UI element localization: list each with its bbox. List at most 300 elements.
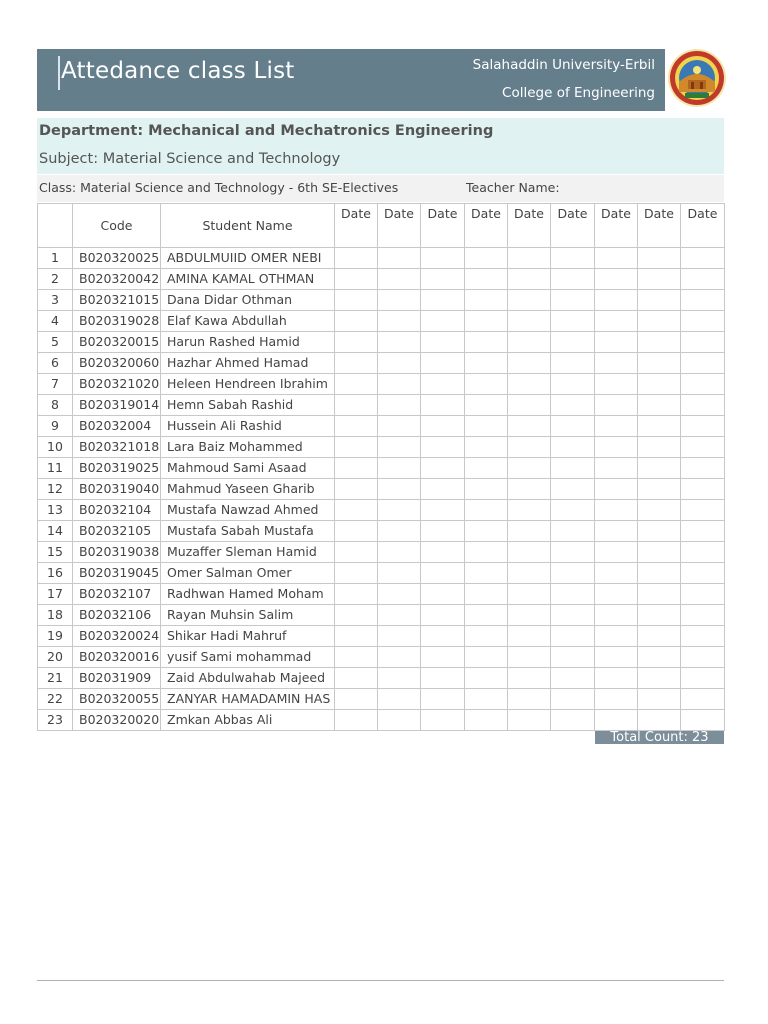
attendance-cell[interactable] xyxy=(335,332,378,353)
attendance-cell[interactable] xyxy=(595,353,638,374)
attendance-cell[interactable] xyxy=(551,311,595,332)
attendance-cell[interactable] xyxy=(595,521,638,542)
attendance-cell[interactable] xyxy=(508,479,551,500)
table-row xyxy=(38,416,725,437)
attendance-cell[interactable] xyxy=(595,689,638,710)
attendance-cell[interactable] xyxy=(421,437,465,458)
attendance-cell[interactable] xyxy=(335,542,378,563)
row-number: 17 xyxy=(38,584,73,605)
table-row xyxy=(38,290,725,311)
attendance-cell[interactable] xyxy=(335,269,378,290)
attendance-cell[interactable] xyxy=(335,416,378,437)
attendance-cell[interactable] xyxy=(638,542,681,563)
attendance-cell[interactable] xyxy=(638,248,681,269)
attendance-cell[interactable] xyxy=(595,416,638,437)
column-header-code: Code xyxy=(73,204,161,248)
table-row xyxy=(38,626,725,647)
attendance-cell[interactable] xyxy=(551,500,595,521)
attendance-cell[interactable] xyxy=(335,437,378,458)
attendance-cell[interactable] xyxy=(335,353,378,374)
attendance-cell[interactable] xyxy=(335,584,378,605)
attendance-cell[interactable] xyxy=(595,626,638,647)
attendance-cell[interactable] xyxy=(378,395,421,416)
attendance-cell[interactable] xyxy=(638,290,681,311)
footer-divider xyxy=(37,980,724,981)
column-header-date: Date xyxy=(551,204,595,248)
attendance-cell[interactable] xyxy=(335,479,378,500)
subject-label: Subject: Material Science and Technology xyxy=(39,151,341,167)
attendance-cell[interactable] xyxy=(595,332,638,353)
table-row xyxy=(38,248,725,269)
attendance-cell[interactable] xyxy=(335,395,378,416)
column-header-student-name: Student Name xyxy=(161,204,335,248)
attendance-cell[interactable] xyxy=(595,710,638,731)
attendance-cell[interactable] xyxy=(335,668,378,689)
table-row xyxy=(38,563,725,584)
column-header-date: Date xyxy=(335,204,378,248)
attendance-cell[interactable] xyxy=(681,584,725,605)
attendance-cell[interactable] xyxy=(508,269,551,290)
student-name: Elaf Kawa Abdullah xyxy=(161,311,335,332)
attendance-cell[interactable] xyxy=(465,290,508,311)
attendance-cell[interactable] xyxy=(681,437,725,458)
attendance-cell[interactable] xyxy=(335,689,378,710)
attendance-cell[interactable] xyxy=(508,416,551,437)
attendance-cell[interactable] xyxy=(638,584,681,605)
student-code: B02031909 xyxy=(73,668,161,689)
attendance-cell[interactable] xyxy=(508,710,551,731)
attendance-cell[interactable] xyxy=(421,668,465,689)
row-number: 8 xyxy=(38,395,73,416)
attendance-cell[interactable] xyxy=(595,395,638,416)
attendance-cell[interactable] xyxy=(421,248,465,269)
column-header-date: Date xyxy=(638,204,681,248)
attendance-cell[interactable] xyxy=(681,374,725,395)
attendance-cell[interactable] xyxy=(551,626,595,647)
student-code: B020319040 xyxy=(73,479,161,500)
table-row xyxy=(38,269,725,290)
attendance-cell[interactable] xyxy=(595,668,638,689)
attendance-cell[interactable] xyxy=(335,710,378,731)
attendance-cell[interactable] xyxy=(421,521,465,542)
row-number: 9 xyxy=(38,416,73,437)
total-count-badge: Total Count: 23 xyxy=(595,731,724,744)
attendance-cell[interactable] xyxy=(378,647,421,668)
attendance-cell[interactable] xyxy=(508,689,551,710)
attendance-cell[interactable] xyxy=(378,479,421,500)
student-name: Zmkan Abbas Ali xyxy=(161,710,335,731)
column-header-num xyxy=(38,204,73,248)
attendance-cell[interactable] xyxy=(335,605,378,626)
attendance-cell[interactable] xyxy=(378,626,421,647)
attendance-cell[interactable] xyxy=(681,668,725,689)
attendance-cell[interactable] xyxy=(421,710,465,731)
attendance-cell[interactable] xyxy=(638,437,681,458)
student-code: B020319014 xyxy=(73,395,161,416)
attendance-cell[interactable] xyxy=(465,332,508,353)
attendance-cell[interactable] xyxy=(378,437,421,458)
table-row xyxy=(38,668,725,689)
attendance-cell[interactable] xyxy=(465,248,508,269)
attendance-cell[interactable] xyxy=(378,500,421,521)
attendance-cell[interactable] xyxy=(421,689,465,710)
attendance-cell[interactable] xyxy=(508,437,551,458)
attendance-cell[interactable] xyxy=(638,269,681,290)
student-name: Mustafa Sabah Mustafa xyxy=(161,521,335,542)
attendance-cell[interactable] xyxy=(378,710,421,731)
row-number: 12 xyxy=(38,479,73,500)
row-number: 20 xyxy=(38,647,73,668)
student-name: Harun Rashed Hamid xyxy=(161,332,335,353)
row-number: 10 xyxy=(38,437,73,458)
student-code: B020320020 xyxy=(73,710,161,731)
attendance-cell[interactable] xyxy=(335,626,378,647)
attendance-cell[interactable] xyxy=(335,248,378,269)
row-number: 2 xyxy=(38,269,73,290)
attendance-cell[interactable] xyxy=(551,332,595,353)
row-number: 14 xyxy=(38,521,73,542)
row-number: 11 xyxy=(38,458,73,479)
department-label: Department: Mechanical and Mechatronics Engineering xyxy=(39,123,494,139)
attendance-cell[interactable] xyxy=(595,479,638,500)
attendance-cell[interactable] xyxy=(638,458,681,479)
attendance-cell[interactable] xyxy=(551,563,595,584)
college-name: College of Engineering xyxy=(502,85,655,101)
attendance-cell[interactable] xyxy=(508,626,551,647)
attendance-cell[interactable] xyxy=(421,290,465,311)
row-number: 4 xyxy=(38,311,73,332)
university-name: Salahaddin University-Erbil xyxy=(472,57,655,73)
attendance-cell[interactable] xyxy=(421,353,465,374)
row-number: 21 xyxy=(38,668,73,689)
attendance-cell[interactable] xyxy=(421,311,465,332)
row-number: 6 xyxy=(38,353,73,374)
column-header-date: Date xyxy=(465,204,508,248)
table-row xyxy=(38,395,725,416)
attendance-cell[interactable] xyxy=(421,542,465,563)
attendance-cell[interactable] xyxy=(335,500,378,521)
attendance-cell[interactable] xyxy=(465,668,508,689)
attendance-cell[interactable] xyxy=(378,563,421,584)
attendance-cell[interactable] xyxy=(508,584,551,605)
attendance-cell[interactable] xyxy=(465,689,508,710)
attendance-cell[interactable] xyxy=(508,458,551,479)
attendance-cell[interactable] xyxy=(508,353,551,374)
attendance-cell[interactable] xyxy=(421,605,465,626)
attendance-cell[interactable] xyxy=(595,584,638,605)
attendance-cell[interactable] xyxy=(681,248,725,269)
attendance-cell[interactable] xyxy=(465,647,508,668)
attendance-cell[interactable] xyxy=(508,500,551,521)
attendance-cell[interactable] xyxy=(551,668,595,689)
attendance-cell[interactable] xyxy=(638,668,681,689)
student-name: ABDULMUIID OMER NEBI xyxy=(161,248,335,269)
attendance-cell[interactable] xyxy=(551,416,595,437)
attendance-cell[interactable] xyxy=(551,542,595,563)
attendance-cell[interactable] xyxy=(638,479,681,500)
attendance-cell[interactable] xyxy=(378,689,421,710)
attendance-cell[interactable] xyxy=(465,269,508,290)
attendance-cell[interactable] xyxy=(681,311,725,332)
student-name: Muzaffer Sleman Hamid xyxy=(161,542,335,563)
student-code: B020319025 xyxy=(73,458,161,479)
attendance-cell[interactable] xyxy=(421,647,465,668)
row-number: 3 xyxy=(38,290,73,311)
attendance-cell[interactable] xyxy=(421,458,465,479)
student-name: Heleen Hendreen Ibrahim xyxy=(161,374,335,395)
attendance-cell[interactable] xyxy=(551,374,595,395)
attendance-cell[interactable] xyxy=(551,437,595,458)
student-code: B020319045 xyxy=(73,563,161,584)
attendance-cell[interactable] xyxy=(378,374,421,395)
attendance-cell[interactable] xyxy=(378,521,421,542)
student-code: B020319028 xyxy=(73,311,161,332)
attendance-cell[interactable] xyxy=(378,542,421,563)
row-number: 16 xyxy=(38,563,73,584)
attendance-cell[interactable] xyxy=(595,500,638,521)
table-row xyxy=(38,437,725,458)
student-name: yusif Sami mohammad xyxy=(161,647,335,668)
attendance-cell[interactable] xyxy=(595,269,638,290)
row-number: 1 xyxy=(38,248,73,269)
student-name: Hussein Ali Rashid xyxy=(161,416,335,437)
column-header-date: Date xyxy=(508,204,551,248)
attendance-cell[interactable] xyxy=(551,647,595,668)
attendance-cell[interactable] xyxy=(465,395,508,416)
attendance-cell[interactable] xyxy=(595,374,638,395)
attendance-cell[interactable] xyxy=(421,269,465,290)
table-row xyxy=(38,542,725,563)
attendance-cell[interactable] xyxy=(465,605,508,626)
student-code: B020321020 xyxy=(73,374,161,395)
attendance-cell[interactable] xyxy=(595,311,638,332)
attendance-cell[interactable] xyxy=(551,689,595,710)
attendance-cell[interactable] xyxy=(421,374,465,395)
attendance-cell[interactable] xyxy=(465,710,508,731)
attendance-cell[interactable] xyxy=(551,353,595,374)
attendance-cell[interactable] xyxy=(681,647,725,668)
row-number: 22 xyxy=(38,689,73,710)
attendance-cell[interactable] xyxy=(638,332,681,353)
attendance-cell[interactable] xyxy=(508,248,551,269)
attendance-cell[interactable] xyxy=(508,668,551,689)
attendance-cell[interactable] xyxy=(551,248,595,269)
teacher-name-label: Teacher Name: xyxy=(466,180,560,195)
student-code: B020320024 xyxy=(73,626,161,647)
attendance-cell[interactable] xyxy=(681,500,725,521)
attendance-cell[interactable] xyxy=(681,353,725,374)
student-code: B02032104 xyxy=(73,500,161,521)
student-name: Omer Salman Omer xyxy=(161,563,335,584)
attendance-cell[interactable] xyxy=(681,332,725,353)
attendance-cell[interactable] xyxy=(551,710,595,731)
attendance-cell[interactable] xyxy=(681,563,725,584)
table-row xyxy=(38,584,725,605)
attendance-cell[interactable] xyxy=(595,248,638,269)
student-name: Radhwan Hamed Moham xyxy=(161,584,335,605)
attendance-cell[interactable] xyxy=(638,416,681,437)
attendance-cell[interactable] xyxy=(551,269,595,290)
row-number: 18 xyxy=(38,605,73,626)
attendance-cell[interactable] xyxy=(378,416,421,437)
attendance-cell[interactable] xyxy=(335,521,378,542)
attendance-cell[interactable] xyxy=(335,290,378,311)
attendance-cell[interactable] xyxy=(595,437,638,458)
attendance-cell[interactable] xyxy=(508,647,551,668)
attendance-cell[interactable] xyxy=(638,374,681,395)
attendance-cell[interactable] xyxy=(465,458,508,479)
attendance-cell[interactable] xyxy=(595,605,638,626)
attendance-cell[interactable] xyxy=(465,500,508,521)
attendance-cell[interactable] xyxy=(378,269,421,290)
attendance-cell[interactable] xyxy=(421,626,465,647)
attendance-cell[interactable] xyxy=(378,332,421,353)
attendance-cell[interactable] xyxy=(551,479,595,500)
attendance-cell[interactable] xyxy=(465,626,508,647)
attendance-cell[interactable] xyxy=(595,542,638,563)
attendance-cell[interactable] xyxy=(595,290,638,311)
attendance-cell[interactable] xyxy=(638,689,681,710)
attendance-cell[interactable] xyxy=(551,584,595,605)
attendance-cell[interactable] xyxy=(465,437,508,458)
attendance-cell[interactable] xyxy=(681,689,725,710)
attendance-cell[interactable] xyxy=(465,584,508,605)
attendance-cell[interactable] xyxy=(638,647,681,668)
attendance-cell[interactable] xyxy=(465,416,508,437)
attendance-cell[interactable] xyxy=(378,458,421,479)
attendance-cell[interactable] xyxy=(638,395,681,416)
attendance-cell[interactable] xyxy=(681,605,725,626)
attendance-cell[interactable] xyxy=(681,479,725,500)
attendance-cell[interactable] xyxy=(551,521,595,542)
attendance-cell[interactable] xyxy=(465,353,508,374)
attendance-cell[interactable] xyxy=(335,311,378,332)
row-number: 15 xyxy=(38,542,73,563)
attendance-cell[interactable] xyxy=(638,500,681,521)
attendance-cell[interactable] xyxy=(638,626,681,647)
attendance-cell[interactable] xyxy=(638,710,681,731)
attendance-cell[interactable] xyxy=(638,521,681,542)
attendance-cell[interactable] xyxy=(681,542,725,563)
column-header-date: Date xyxy=(378,204,421,248)
attendance-cell[interactable] xyxy=(378,605,421,626)
attendance-cell[interactable] xyxy=(465,479,508,500)
attendance-cell[interactable] xyxy=(508,374,551,395)
attendance-cell[interactable] xyxy=(681,416,725,437)
attendance-cell[interactable] xyxy=(638,605,681,626)
class-label: Class: Material Science and Technology - 6th SE-Electives xyxy=(39,180,399,195)
table-row xyxy=(38,521,725,542)
table-row xyxy=(38,647,725,668)
table-row xyxy=(38,332,725,353)
table-row xyxy=(38,605,725,626)
attendance-cell[interactable] xyxy=(378,584,421,605)
student-code: B020320016 xyxy=(73,647,161,668)
attendance-cell[interactable] xyxy=(551,395,595,416)
attendance-cell[interactable] xyxy=(508,605,551,626)
text-cursor xyxy=(58,56,60,90)
student-code: B020320060 xyxy=(73,353,161,374)
student-name: Rayan Muhsin Salim xyxy=(161,605,335,626)
attendance-cell[interactable] xyxy=(508,290,551,311)
attendance-cell[interactable] xyxy=(465,563,508,584)
attendance-cell[interactable] xyxy=(378,290,421,311)
attendance-cell[interactable] xyxy=(508,542,551,563)
student-name: Mahmud Yaseen Gharib xyxy=(161,479,335,500)
attendance-cell[interactable] xyxy=(378,311,421,332)
student-code: B020320025 xyxy=(73,248,161,269)
attendance-cell[interactable] xyxy=(378,668,421,689)
attendance-cell[interactable] xyxy=(638,311,681,332)
attendance-cell[interactable] xyxy=(595,458,638,479)
attendance-cell[interactable] xyxy=(681,269,725,290)
attendance-cell[interactable] xyxy=(421,563,465,584)
attendance-cell[interactable] xyxy=(421,332,465,353)
attendance-cell[interactable] xyxy=(551,605,595,626)
attendance-cell[interactable] xyxy=(421,416,465,437)
student-name: Hazhar Ahmed Hamad xyxy=(161,353,335,374)
row-number: 23 xyxy=(38,710,73,731)
attendance-cell[interactable] xyxy=(465,311,508,332)
attendance-cell[interactable] xyxy=(681,626,725,647)
attendance-cell[interactable] xyxy=(508,311,551,332)
attendance-cell[interactable] xyxy=(378,248,421,269)
attendance-cell[interactable] xyxy=(551,290,595,311)
attendance-cell[interactable] xyxy=(465,542,508,563)
attendance-cell[interactable] xyxy=(681,710,725,731)
attendance-cell[interactable] xyxy=(508,332,551,353)
student-code: B02032106 xyxy=(73,605,161,626)
attendance-cell[interactable] xyxy=(681,521,725,542)
attendance-cell[interactable] xyxy=(508,563,551,584)
attendance-cell[interactable] xyxy=(465,374,508,395)
student-code: B02032105 xyxy=(73,521,161,542)
attendance-cell[interactable] xyxy=(421,500,465,521)
attendance-cell[interactable] xyxy=(508,395,551,416)
attendance-cell[interactable] xyxy=(335,374,378,395)
attendance-cell[interactable] xyxy=(595,647,638,668)
attendance-cell[interactable] xyxy=(551,458,595,479)
student-code: B020319038 xyxy=(73,542,161,563)
attendance-cell[interactable] xyxy=(595,563,638,584)
attendance-cell[interactable] xyxy=(421,479,465,500)
row-number: 5 xyxy=(38,332,73,353)
attendance-cell[interactable] xyxy=(508,521,551,542)
attendance-cell[interactable] xyxy=(681,290,725,311)
student-name: AMINA KAMAL OTHMAN xyxy=(161,269,335,290)
attendance-cell[interactable] xyxy=(378,353,421,374)
attendance-cell[interactable] xyxy=(335,458,378,479)
student-name: Lara Baiz Mohammed xyxy=(161,437,335,458)
table-row xyxy=(38,311,725,332)
student-code: B020320055 xyxy=(73,689,161,710)
attendance-cell[interactable] xyxy=(681,458,725,479)
attendance-cell[interactable] xyxy=(335,563,378,584)
page-title: Attedance class List xyxy=(61,58,295,84)
attendance-cell[interactable] xyxy=(421,395,465,416)
attendance-cell[interactable] xyxy=(335,647,378,668)
student-code: B020320042 xyxy=(73,269,161,290)
student-code: B020321015 xyxy=(73,290,161,311)
student-code: B020321018 xyxy=(73,437,161,458)
attendance-cell[interactable] xyxy=(681,395,725,416)
attendance-cell[interactable] xyxy=(638,563,681,584)
row-number: 7 xyxy=(38,374,73,395)
column-header-date: Date xyxy=(681,204,725,248)
attendance-cell[interactable] xyxy=(421,584,465,605)
attendance-cell[interactable] xyxy=(638,353,681,374)
attendance-cell[interactable] xyxy=(465,521,508,542)
